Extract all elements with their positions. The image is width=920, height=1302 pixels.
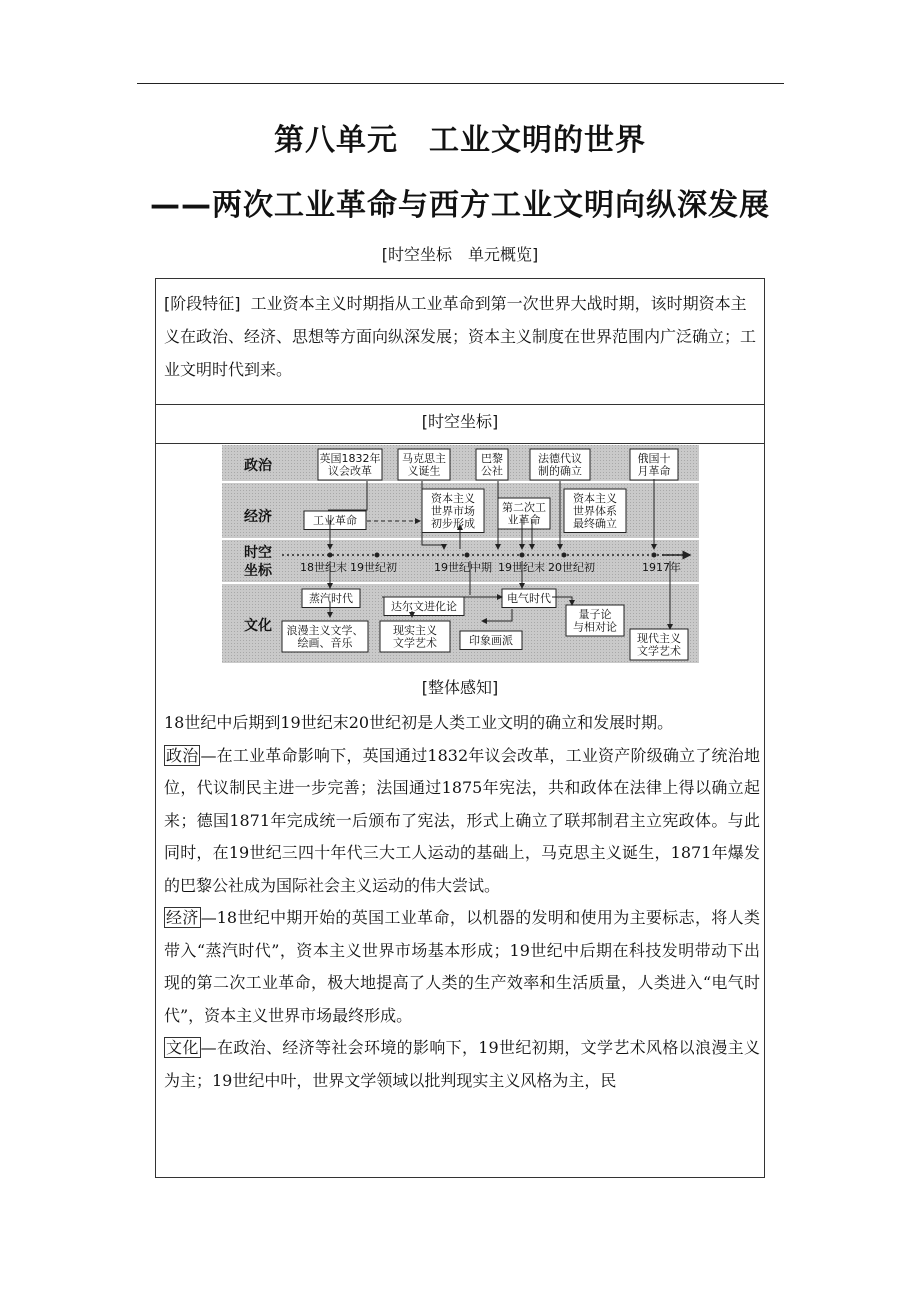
box-world-market-initial-line: 初步形成 — [431, 517, 475, 530]
box-marxism-line: 义诞生 — [407, 464, 441, 478]
box-steam-age — [302, 589, 360, 608]
box-october-revolution-line: 俄国十 — [637, 452, 671, 465]
overview-intro: 18世纪中后期到19世纪末20世纪初是人类工业文明的确立和发展时期。 — [164, 713, 674, 732]
box-realism-line: 现实主义 — [393, 624, 437, 637]
box-representative-system — [530, 449, 590, 480]
overview-body — [164, 707, 760, 1097]
box-marxism-line: 马克思主 — [402, 452, 446, 465]
box-uk-reform-line: 议会改革 — [328, 464, 372, 478]
box-world-market-initial-line: 世界市场 — [431, 504, 475, 518]
box-world-system-final-line: 资本主义 — [573, 492, 617, 505]
overview-table — [155, 278, 765, 1178]
box-second-industrial-revolution-line: 第二次工 — [502, 501, 546, 514]
box-quantum-relativity-line: 量子论 — [578, 608, 612, 621]
header-rule — [137, 83, 784, 84]
time-label: 18世纪末 — [300, 561, 347, 574]
timeline-diagram — [222, 445, 699, 663]
box-quantum-relativity — [566, 605, 624, 636]
box-uk-reform-line: 英国1832年 — [319, 452, 381, 465]
time-label: 19世纪末 — [498, 561, 545, 574]
unit-subtitle: ——两次工业革命与西方工业文明向纵深发展 — [150, 188, 770, 223]
box-realism-line: 文学艺术 — [393, 636, 437, 650]
box-romanticism — [282, 621, 368, 652]
time-label: 20世纪初 — [548, 561, 595, 574]
box-world-system-final-line: 世界体系 — [573, 504, 617, 518]
box-marxism — [398, 449, 450, 480]
box-industrial-revolution — [304, 511, 366, 530]
economy-tag: 经济 — [166, 908, 199, 927]
box-steam-age-line: 蒸汽时代 — [309, 592, 353, 605]
box-october-revolution — [630, 449, 678, 480]
box-world-market-initial — [422, 489, 484, 533]
time-label: 19世纪中期 — [434, 561, 492, 574]
box-electric-age-line: 电气时代 — [507, 592, 551, 605]
unit-title: 第八单元 工业文明的世界 — [274, 123, 646, 158]
culture-tag: 文化 — [166, 1038, 199, 1057]
time-label: 1917年 — [642, 561, 681, 574]
economy-text: —18世纪中期开始的英国工业革命，以机器的发明和使用为主要标志，将人类带入“蒸汽时代”，资本主义世界市场基本形成；19世纪中后期在科技发明带动下出现的第二次工业革命，极大地提高了人类的生产效率和生活质量，人类进入“电气时代”，资本主义世界市场最终形成。 — [164, 908, 760, 1025]
timeline-heading: [时空坐标] — [156, 405, 764, 444]
overview-culture — [164, 1032, 760, 1097]
stage-text: 工业资本主义时期指从工业革命到第一次世界大战时期，该时期资本主义在政治、经济、思想等方面向纵深发展；资本主义制度在世界范围内广泛确立；工业文明时代到来。 — [164, 294, 757, 379]
politics-text: —在工业革命影响下，英国通过1832年议会改革，工业资产阶级确立了统治地位，代议制民主进一步完善；法国通过1875年宪法，共和政体在法律上得以确立起来；德国1871年完成统一后颁布了宪法，形式上确立了联邦制君主立宪政体。与此同时，在19世纪三四十年代三大工人运动的基础上，马克思主义诞生，1871年爆发的巴黎公社成为国际社会主义运动的伟大尝试。 — [164, 745, 760, 895]
row-label-time-1: 时空 — [244, 545, 272, 561]
box-modernism-line: 文学艺术 — [637, 644, 681, 658]
box-darwin — [384, 597, 464, 616]
box-paris-commune — [476, 449, 508, 480]
box-romanticism-line: 绘画、音乐 — [297, 636, 353, 650]
box-darwin-line: 达尔文进化论 — [391, 600, 457, 613]
box-second-industrial-revolution — [498, 498, 550, 529]
box-representative-system-line: 法德代议 — [538, 452, 582, 465]
box-world-system-final — [564, 489, 626, 533]
box-quantum-relativity-line: 与相对论 — [573, 620, 617, 634]
overview-economy — [164, 902, 760, 1032]
overview-heading: [整体感知] — [421, 678, 499, 697]
box-romanticism-line: 浪漫主义文学、 — [286, 624, 364, 637]
box-october-revolution-line: 月革命 — [637, 464, 671, 478]
box-world-market-initial-line: 资本主义 — [431, 492, 475, 505]
box-impressionism-line: 印象画派 — [469, 634, 513, 647]
box-representative-system-line: 制的确立 — [538, 464, 582, 478]
box-uk-reform — [318, 449, 382, 480]
culture-text: —在政治、经济等社会环境的影响下，19世纪初期，文学艺术风格以浪漫主义为主；19世纪中叶，世界文学领域以批判现实主义风格为主，民 — [164, 1038, 760, 1090]
stage-label: [阶段特征] — [164, 294, 241, 313]
time-label: 19世纪初 — [350, 561, 397, 574]
box-world-system-final-line: 最终确立 — [573, 517, 617, 530]
box-realism — [380, 621, 450, 652]
row-label-culture: 文化 — [244, 618, 272, 634]
politics-tag: 政治 — [166, 745, 199, 765]
section-label: [时空坐标 单元概览] — [381, 245, 539, 264]
row-label-economy: 经济 — [244, 509, 272, 525]
box-paris-commune-line: 巴黎 — [481, 452, 503, 465]
box-second-industrial-revolution-line: 业革命 — [507, 513, 541, 527]
row-label-politics: 政治 — [244, 458, 272, 474]
box-paris-commune-line: 公社 — [481, 464, 503, 478]
box-impressionism — [460, 631, 522, 650]
stage-features — [156, 279, 764, 405]
box-modernism-line: 现代主义 — [637, 632, 681, 645]
row-label-time-2: 坐标 — [244, 563, 272, 579]
box-electric-age — [502, 589, 556, 608]
box-industrial-revolution-line: 工业革命 — [313, 514, 357, 527]
box-modernism — [630, 629, 688, 660]
overview-politics — [164, 740, 760, 903]
